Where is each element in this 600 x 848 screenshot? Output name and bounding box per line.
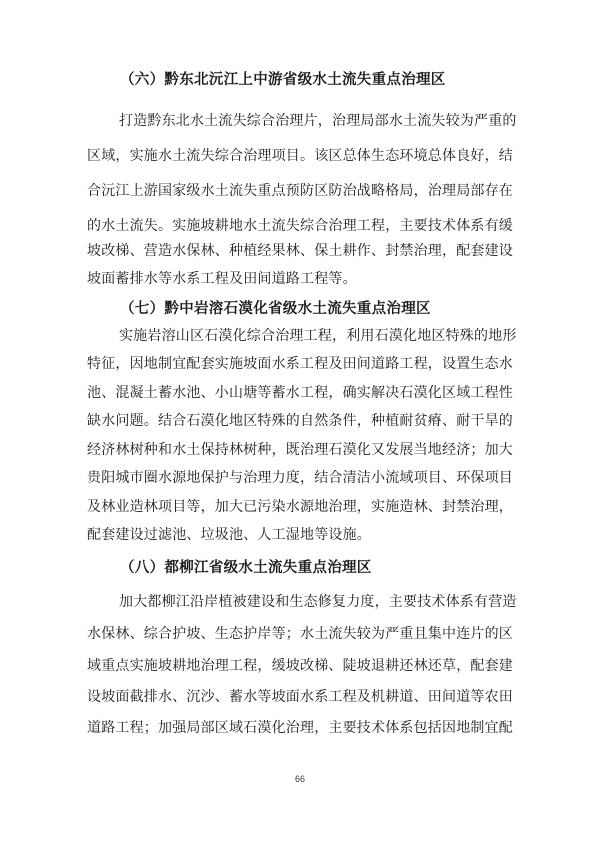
section-8-paragraph-line: 水保林、综合护坡、生态护岸等；水土流失较为严重且集中连片的区 bbox=[87, 626, 513, 642]
section-6-paragraph-line: 打造黔东北水土流失综合治理片，治理局部水土流失较为严重的 bbox=[119, 113, 517, 129]
section-7-paragraph-line: 特征，因地制宜配套实施坡面水系工程及田间道路工程，设置生态水 bbox=[87, 356, 513, 372]
section-8-paragraph-line: 域重点实施坡耕地治理工程，缓坡改梯、陡坡退耕还林还草，配套建 bbox=[87, 658, 513, 674]
section-8-paragraph-line: 加大都柳江沿岸植被建设和生态修复力度，主要技术体系有营造 bbox=[119, 594, 517, 610]
section-6-paragraph-line: 坡改梯、营造水保林、种植经果林、保土耕作、封禁治理，配套建设 bbox=[87, 243, 513, 259]
section-6-paragraph-line: 区域，实施水土流失综合治理项目。该区总体生态环境总体良好，结 bbox=[87, 148, 513, 164]
section-6-paragraph-line: 坡面蓄排水等水系工程及田间道路工程等。 bbox=[87, 271, 357, 287]
section-7-paragraph-line: 及林业造林项目等，加大已污染水源地治理，实施造林、封禁治理， bbox=[87, 499, 513, 515]
section-8-heading: （八）都柳江省级水土流失重点治理区 bbox=[120, 559, 372, 576]
section-6-heading: （六）黔东北沅江上中游省级水土流失重点治理区 bbox=[120, 71, 446, 88]
section-7-heading: （七）黔中岩溶石漠化省级水土流失重点治理区 bbox=[120, 300, 431, 317]
section-6-paragraph-line: 合沅江上游国家级水土流失重点预防区防治战略格局，治理局部存在 bbox=[87, 183, 513, 199]
section-7-paragraph-line: 池、混凝土蓄水池、小山塘等蓄水工程，确实解决石漠化区域工程性 bbox=[87, 385, 513, 401]
section-7-paragraph-line: 缺水问题。结合石漠化地区特殊的自然条件，种植耐贫瘠、耐干旱的 bbox=[87, 413, 513, 429]
section-7-paragraph-line: 贵阳城市圈水源地保护与治理力度，结合清洁小流域项目、环保项目 bbox=[87, 470, 513, 486]
section-7-paragraph-line: 配套建设过滤池、垃圾池、人工湿地等设施。 bbox=[87, 527, 371, 543]
section-8-paragraph-line: 设坡面截排水、沉沙、蓄水等坡面水系工程及机耕道、田间道等农田 bbox=[87, 689, 513, 705]
section-7-paragraph-line: 经济林树种和水土保持林树种，既治理石漠化又发展当地经济；加大 bbox=[87, 442, 513, 458]
section-6-paragraph-line: 的水土流失。实施坡耕地水土流失综合治理工程，主要技术体系有缓 bbox=[87, 218, 513, 234]
section-8-paragraph-line: 道路工程；加强局部区域石漠化治理，主要技术体系包括因地制宜配 bbox=[87, 720, 513, 736]
section-7-paragraph-line: 实施岩溶山区石漠化综合治理工程，利用石漠化地区特殊的地形 bbox=[119, 328, 517, 344]
page-number: 66 bbox=[294, 774, 305, 784]
